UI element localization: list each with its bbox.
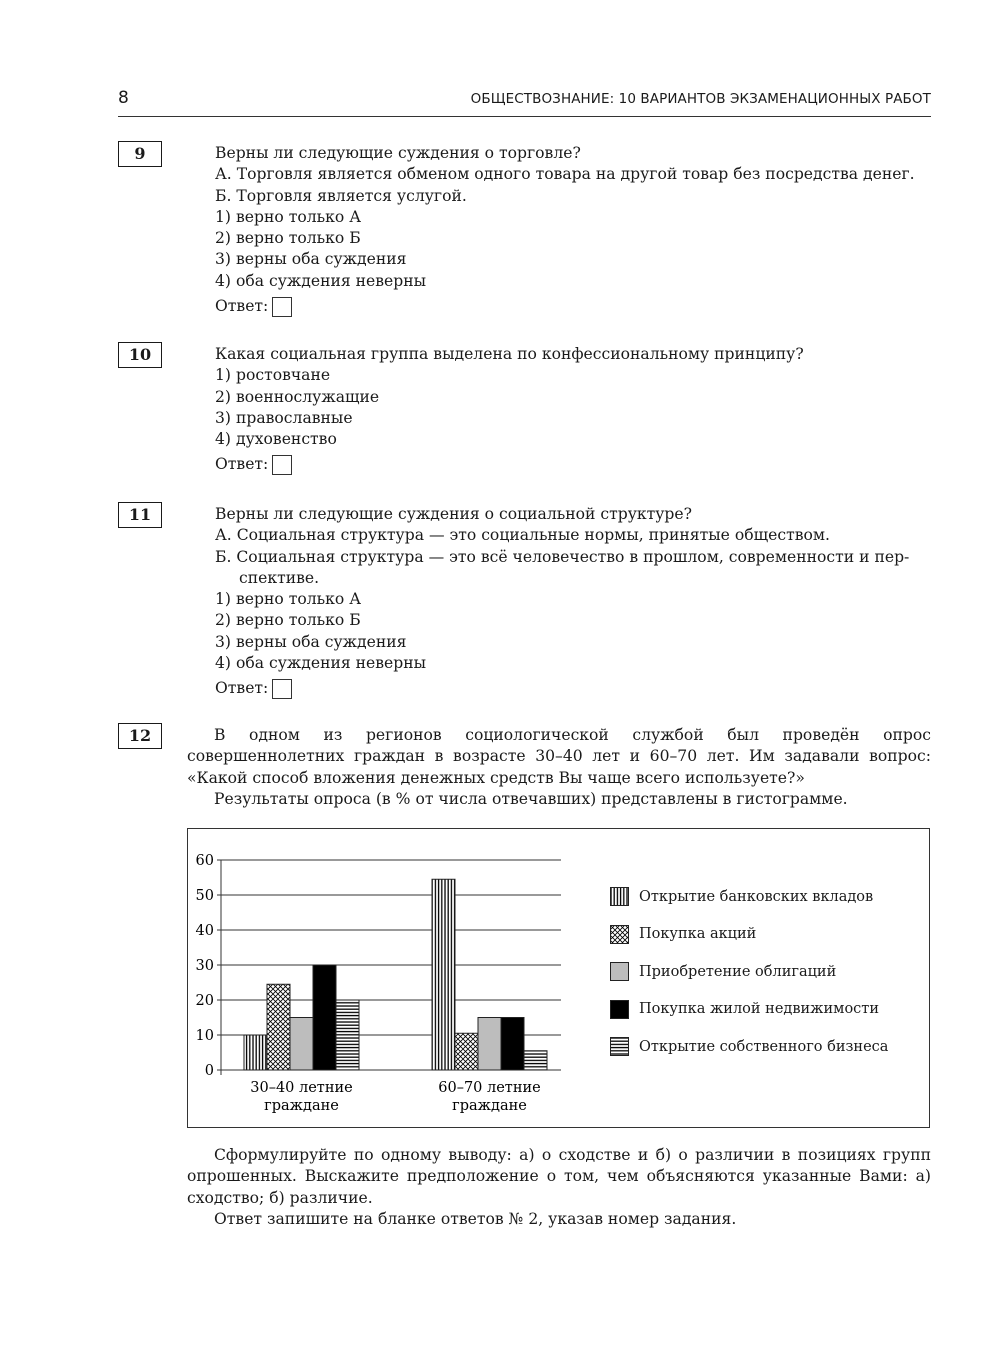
x-category-label: 30–40 летние: [250, 1080, 353, 1096]
legend-item: [610, 916, 888, 954]
y-tick-label: 20: [195, 993, 214, 1009]
task-question: Верны ли следующие суждения о социальной структуре?: [215, 505, 692, 523]
bar: [267, 984, 290, 1070]
option-2[interactable]: 2) верно только Б: [215, 229, 361, 248]
statement-a: А. Социальная структура — это социальные нормы, принятые обществом.: [215, 526, 830, 545]
statement-b: Б. Социальная структура — это всё человечество в прошлом, современности и пер-: [215, 547, 910, 566]
instruction-text: Сформулируйте по одному выводу: а) о сходстве и б) о различии в позициях групп опрошенных. Выскажите предположение о том, чем объясняются указанные Вами: а) сходство; б) различие.: [187, 1146, 931, 1207]
option-3[interactable]: 3) православные: [215, 408, 353, 427]
legend-label: Покупка акций: [639, 926, 757, 943]
answer-row: [215, 454, 804, 475]
task-number-10: 10: [118, 342, 162, 368]
legend-swatch: [610, 887, 629, 906]
task-question: Какая социальная группа выделена по конфессиональному принципу?: [215, 345, 804, 363]
option-4[interactable]: 4) духовенство: [215, 430, 337, 449]
legend-swatch: [610, 1037, 629, 1056]
option-4[interactable]: 4) оба суждения неверны: [215, 271, 427, 290]
bar: [478, 1018, 501, 1071]
legend-item: [610, 878, 888, 916]
answer-label: Ответ:: [215, 679, 269, 698]
chart-legend: [610, 878, 888, 1066]
option-1[interactable]: 1) ростовчане: [215, 366, 331, 385]
bar: [524, 1051, 547, 1070]
legend-item: [610, 953, 888, 991]
option-2[interactable]: 2) верно только Б: [215, 611, 361, 630]
task-number-9: 9: [118, 141, 162, 167]
x-category-label: граждане: [452, 1098, 527, 1114]
statement-b: Б. Торговля является услугой.: [215, 186, 467, 205]
option-3[interactable]: 3) верны оба суждения: [215, 632, 407, 651]
answer-box[interactable]: [272, 679, 292, 699]
y-tick-label: 50: [195, 888, 214, 904]
bar: [336, 1000, 359, 1070]
page-number: 8: [118, 88, 129, 108]
running-title: ОБЩЕСТВОЗНАНИЕ: 10 ВАРИАНТОВ ЭКЗАМЕНАЦИОННЫХ РАБОТ: [470, 91, 931, 107]
statement-a: А. Торговля является обменом одного товара на другой товар без посредства денег.: [215, 165, 915, 184]
y-tick-label: 10: [195, 1028, 214, 1044]
task-9: [215, 143, 915, 317]
legend-label: Открытие банковских вкладов: [639, 888, 874, 905]
task-10: [215, 344, 804, 476]
option-1[interactable]: 1) верно только А: [215, 207, 362, 226]
answer-box[interactable]: [272, 455, 292, 475]
bar: [455, 1033, 478, 1070]
answer-label: Ответ:: [215, 455, 269, 474]
x-category-label: граждане: [264, 1098, 339, 1114]
legend-item: [610, 991, 888, 1029]
legend-label: Покупка жилой недвижимости: [639, 1001, 879, 1018]
answer-note: Ответ запишите на бланке ответов № 2, указав номер задания.: [214, 1209, 737, 1228]
answer-box[interactable]: [272, 297, 292, 317]
bar: [290, 1018, 313, 1071]
legend-label: Открытие собственного бизнеса: [639, 1038, 889, 1055]
page-header: [118, 88, 931, 117]
task-number-11: 11: [118, 502, 162, 528]
x-category-label: 60–70 летние: [438, 1080, 541, 1096]
task-number-12: 12: [118, 723, 162, 749]
option-2[interactable]: 2) военнослужащие: [215, 387, 380, 406]
y-tick-label: 0: [204, 1063, 214, 1079]
task-11: [215, 504, 909, 700]
option-3[interactable]: 3) верны оба суждения: [215, 250, 407, 269]
legend-swatch: [610, 1000, 629, 1019]
answer-row: [215, 678, 909, 699]
y-tick-label: 40: [195, 923, 214, 939]
y-tick-label: 60: [195, 853, 214, 869]
option-4[interactable]: 4) оба суждения неверны: [215, 654, 427, 673]
legend-item: [610, 1028, 888, 1066]
results-line: Результаты опроса (в % от числа отвечавших) представлены в гистограмме.: [214, 789, 848, 808]
intro-text: В одном из регионов социологической службой был проведён опрос совершеннолетних граждан в возрасте 30–40 лет и 60–70 лет. Им задавали вопрос: «Какой способ вложения денежных средств Вы чаще всего используете?»: [187, 726, 931, 787]
answer-label: Ответ:: [215, 297, 269, 316]
task-question: Верны ли следующие суждения о торговле?: [215, 144, 581, 162]
y-tick-label: 30: [195, 958, 214, 974]
bar: [432, 879, 455, 1070]
answer-row: [215, 296, 915, 317]
bar: [244, 1035, 267, 1070]
task-12-instructions: [187, 1145, 931, 1230]
bar: [501, 1018, 524, 1071]
bar: [313, 965, 336, 1070]
legend-label: Приобретение облигаций: [639, 963, 837, 980]
statement-b-continued: спективе.: [239, 568, 320, 587]
legend-swatch: [610, 962, 629, 981]
option-1[interactable]: 1) верно только А: [215, 590, 362, 609]
legend-swatch: [610, 925, 629, 944]
task-12-intro: [187, 725, 931, 810]
